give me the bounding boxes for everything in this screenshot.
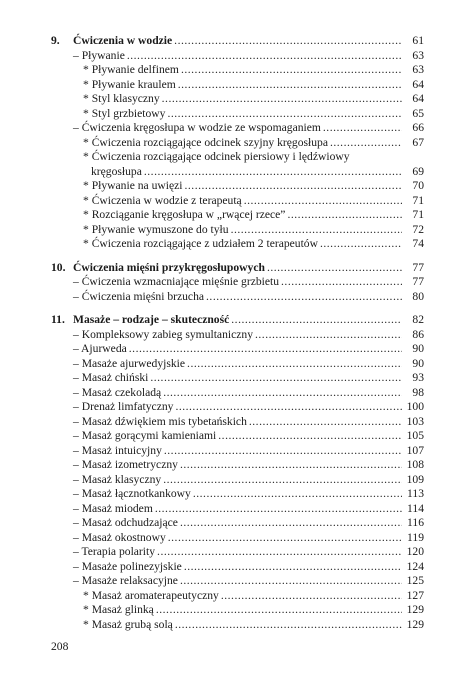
toc-entry (51, 545, 424, 560)
toc-section (51, 34, 424, 252)
entry-page: 100 (406, 400, 424, 413)
entry-title-continuation: kręgosłupa (91, 164, 142, 178)
dot-leader (175, 400, 402, 415)
toc-entry (51, 516, 424, 531)
dot-leader (180, 458, 402, 473)
entry-title: – Masaż czekoladą (73, 385, 162, 399)
dot-leader (231, 223, 402, 238)
entry-page: 74 (412, 237, 424, 250)
entry-title: – Masaż okostnowy (73, 530, 166, 544)
dot-leader (174, 34, 402, 49)
toc-entry (51, 531, 424, 546)
toc-entry (51, 194, 424, 209)
toc-entry (51, 502, 424, 517)
entry-title: * Masaż glinką (83, 603, 154, 616)
toc-entry (51, 179, 424, 194)
toc-entry (51, 328, 424, 343)
toc-entry (51, 444, 424, 459)
entry-title: * Rozciąganie kręgosłupa w „rwącej rzece” (83, 208, 286, 221)
dot-leader (181, 63, 402, 78)
toc-entry (51, 560, 424, 575)
toc-entry (51, 487, 424, 502)
entry-title: – Masaż klasyczny (73, 472, 162, 486)
dot-leader (231, 313, 402, 328)
entry-page: 127 (406, 588, 424, 602)
dot-leader (164, 444, 402, 459)
section-number: 11. (51, 313, 65, 326)
section-number: 9. (51, 34, 60, 47)
entry-page: 63 (412, 48, 424, 62)
entry-title: – Pływanie (73, 48, 125, 62)
entry-page: 113 (407, 487, 424, 500)
toc-entry (51, 275, 424, 290)
entry-title: – Ćwiczenia wzmacniające mięśnie grzbietu (73, 275, 280, 288)
entry-title: – Ćwiczenia kręgosłupa w wodzie ze wspomaganiem (73, 121, 321, 134)
dot-leader (281, 275, 402, 290)
entry-title: – Ajurweda (73, 342, 127, 355)
dot-leader (267, 261, 402, 276)
section-title: Ćwiczenia w wodzie (73, 34, 173, 47)
toc-entry (51, 618, 424, 633)
entry-page: 114 (407, 501, 424, 515)
section-page: 77 (412, 260, 424, 274)
dot-leader (185, 179, 403, 194)
toc-entry (51, 386, 424, 401)
entry-page: 63 (412, 63, 424, 76)
entry-page: 66 (412, 121, 424, 134)
entry-page: 129 (406, 617, 424, 631)
section-heading (51, 313, 424, 328)
toc-entry (51, 150, 424, 179)
entry-title: – Kompleksowy zabieg symultaniczny (73, 327, 253, 341)
entry-page: 72 (412, 222, 424, 236)
toc-section (51, 261, 424, 305)
dot-leader (193, 487, 402, 502)
dot-leader (178, 78, 402, 93)
entry-title: * Pływanie kraulem (83, 77, 176, 91)
entry-title: – Masaże polinezyjskie (73, 559, 182, 573)
entry-page: 107 (406, 443, 424, 457)
toc-entry (51, 223, 424, 238)
entry-title: – Terapia polarity (73, 545, 156, 558)
entry-page: 120 (406, 545, 424, 558)
entry-title: * Pływanie na uwięzi (83, 179, 183, 192)
toc-entry (51, 342, 424, 357)
entry-title: * Styl klasyczny (83, 92, 160, 105)
entry-page: 93 (412, 371, 424, 384)
toc-entry (51, 136, 424, 151)
toc-entry (51, 78, 424, 93)
toc-entry (51, 371, 424, 386)
dot-leader (287, 208, 402, 223)
entry-page: 90 (412, 356, 424, 370)
dot-leader (155, 502, 402, 517)
entry-page: 108 (406, 458, 424, 471)
entry-title: – Masaż intuicyjny (73, 443, 162, 457)
toc-entry (51, 92, 424, 107)
toc-entry (51, 473, 424, 488)
entry-page: 70 (412, 179, 424, 192)
toc-entry (51, 357, 424, 372)
entry-title: * Ćwiczenia rozciągające odcinek szyjny kręgosłupa (83, 135, 328, 149)
entry-page: 129 (406, 603, 424, 616)
page-number: 208 (51, 640, 69, 653)
entry-title: – Masaż odchudzające (73, 516, 178, 529)
dot-leader (244, 194, 402, 209)
entry-page: 86 (412, 327, 424, 341)
entry-page: 125 (406, 574, 424, 587)
section-number: 10. (51, 260, 66, 274)
toc-entry (51, 458, 424, 473)
entry-page: 105 (406, 429, 424, 442)
entry-page: 109 (406, 472, 424, 486)
toc-entry (51, 574, 424, 589)
entry-page: 69 (412, 164, 424, 178)
dot-leader (127, 49, 402, 64)
dot-leader (187, 357, 402, 372)
entry-title: – Masaże relaksacyjne (73, 574, 178, 587)
entry-title: – Masaż dźwiękiem mis tybetańskich (73, 414, 247, 428)
entry-title: – Masaż gorącymi kamieniami (73, 429, 217, 442)
dot-leader (162, 92, 402, 107)
dot-leader (180, 516, 402, 531)
dot-leader (163, 473, 402, 488)
toc-entry (51, 49, 424, 64)
entry-title: – Masaż miodem (73, 501, 153, 515)
dot-leader (168, 531, 402, 546)
dot-leader (330, 136, 402, 151)
dot-leader (206, 290, 402, 305)
toc-entry (51, 415, 424, 430)
toc-entry (51, 121, 424, 136)
section-title: Ćwiczenia mięśni przykręgosłupowych (73, 260, 265, 274)
entry-title: * Ćwiczenia w wodzie z terapeutą (83, 193, 242, 207)
dot-leader (144, 165, 402, 180)
entry-title: – Ćwiczenia mięśni brzucha (73, 289, 205, 303)
entry-title: * Masaż aromaterapeutyczny (83, 588, 219, 602)
entry-page: 116 (407, 516, 424, 529)
entry-title: – Masaże ajurwedyjskie (73, 356, 186, 370)
section-title: Masaże – rodzaje – skuteczność (73, 313, 230, 326)
section-page: 82 (412, 313, 424, 326)
dot-leader (249, 415, 402, 430)
toc-entry (51, 400, 424, 415)
entry-title: * Pływanie wymuszone do tyłu (83, 222, 229, 236)
dot-leader (180, 574, 402, 589)
dot-leader (129, 342, 402, 357)
section-heading (51, 34, 424, 49)
dot-leader (167, 107, 402, 122)
entry-page: 71 (412, 193, 424, 207)
dot-leader (150, 371, 402, 386)
toc-entry (51, 603, 424, 618)
section-page: 61 (412, 34, 424, 47)
entry-title: – Drenaż limfatyczny (73, 400, 174, 413)
entry-title: – Masaż izometryczny (73, 458, 178, 471)
dot-leader (157, 545, 402, 560)
entry-title: – Masaż chiński (73, 371, 149, 384)
entry-page: 98 (412, 385, 424, 399)
entry-title: * Ćwiczenia rozciągające z udziałem 2 terapeutów (83, 237, 318, 250)
toc-section (51, 313, 424, 632)
entry-page: 77 (412, 275, 424, 288)
entry-page: 67 (412, 135, 424, 149)
entry-page: 119 (407, 530, 424, 544)
toc-entry (51, 290, 424, 305)
toc-entry (51, 429, 424, 444)
dot-leader (163, 386, 402, 401)
toc-entry (51, 237, 424, 252)
entry-page: 103 (406, 414, 424, 428)
entry-page: 64 (412, 92, 424, 105)
toc-entry (51, 107, 424, 122)
entry-title: * Ćwiczenia rozciągające odcinek piersiowy i lędźwiowy (83, 150, 350, 163)
section-heading (51, 261, 424, 276)
entry-page: 90 (412, 342, 424, 355)
table-of-contents (51, 34, 424, 632)
dot-leader (221, 589, 402, 604)
dot-leader (175, 618, 402, 633)
dot-leader (156, 603, 402, 618)
entry-title: – Masaż łącznotkankowy (73, 487, 191, 500)
entry-page: 80 (412, 289, 424, 303)
entry-title: * Pływanie delfinem (83, 63, 179, 76)
entry-page: 64 (412, 77, 424, 91)
dot-leader (255, 328, 402, 343)
entry-title: * Styl grzbietowy (83, 106, 166, 120)
dot-leader (323, 121, 402, 136)
dot-leader (184, 560, 402, 575)
toc-entry (51, 63, 424, 78)
entry-page: 65 (412, 106, 424, 120)
entry-title: * Masaż grubą solą (83, 617, 173, 631)
dot-leader (218, 429, 402, 444)
entry-page: 71 (412, 208, 424, 221)
entry-page: 124 (406, 559, 424, 573)
toc-entry (51, 589, 424, 604)
dot-leader (320, 237, 402, 252)
toc-entry (51, 208, 424, 223)
